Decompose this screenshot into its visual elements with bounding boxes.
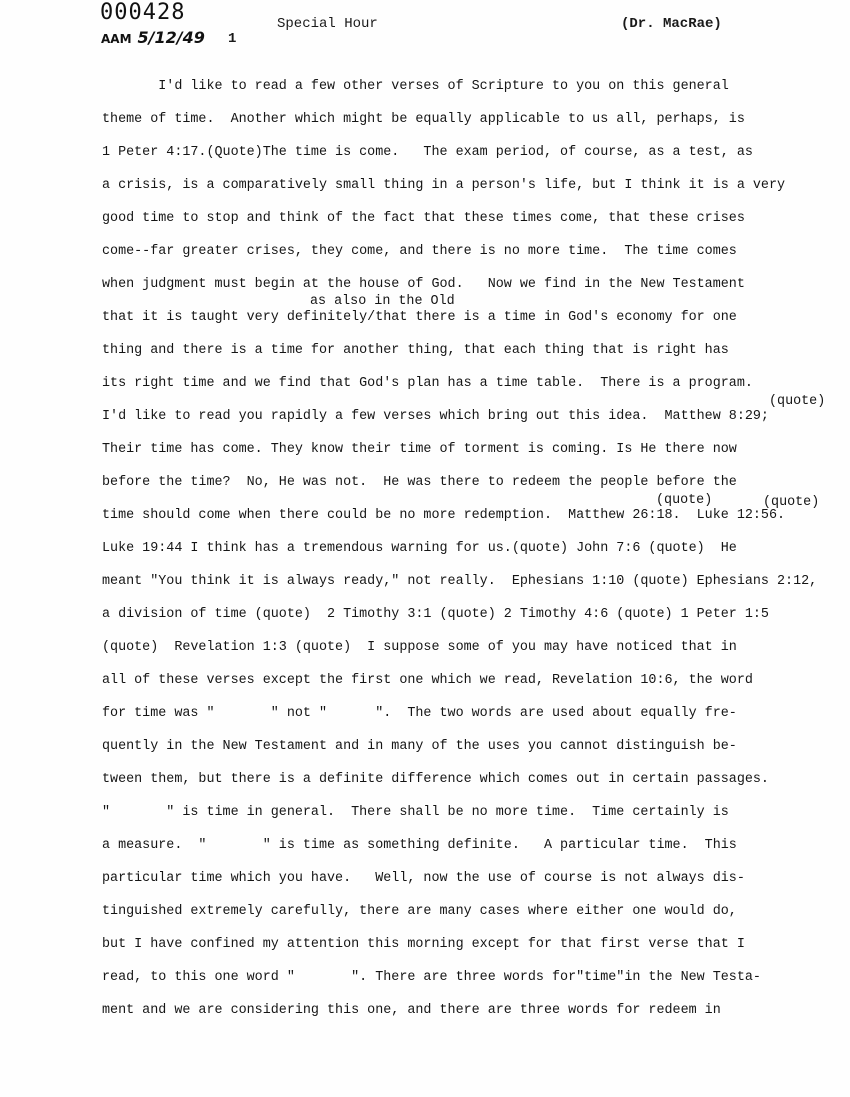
text-line: thing and there is a time for another thing, that each thing that is right has	[102, 343, 729, 358]
transcript-body	[102, 76, 832, 1033]
text-line: but I have confined my attention this morning except for that first verse that I	[102, 937, 745, 952]
text-line: meant "You think it is always ready," not really. Ephesians 1:10 (quote) Ephesians 2:12,	[102, 574, 818, 589]
text-line: tinguished extremely carefully, there are many cases where either one would do,	[102, 904, 737, 919]
interlinear-insert-quote: (quote)	[769, 394, 826, 409]
page-number: 1	[228, 31, 237, 47]
text-line: particular time which you have. Well, now the use of course is not always dis-	[102, 871, 745, 886]
text-line: a measure. " " is time as something definite. A particular time. This	[102, 838, 737, 853]
text-line: before the time? No, He was not. He was there to redeem the people before the	[102, 475, 737, 490]
text-line: its right time and we find that God's plan has a time table. There is a program.	[102, 376, 753, 391]
text-line: I'd like to read a few other verses of Scripture to you on this general	[102, 79, 729, 94]
speaker-name: (Dr. MacRae)	[621, 16, 722, 32]
text-line: good time to stop and think of the fact that these times come, that these crises	[102, 211, 745, 226]
text-line: quently in the New Testament and in many of the uses you cannot distinguish be-	[102, 739, 737, 754]
text-line: Luke 19:44 I think has a tremendous warning for us.(quote) John 7:6 (quote) He	[102, 541, 737, 556]
author-initials: AAM	[101, 32, 132, 46]
interlinear-insert-quote: (quote)	[656, 493, 713, 508]
text-line: " " is time in general. There shall be no more time. Time certainly is	[102, 805, 729, 820]
text-line: ment and we are considering this one, and there are three words for redeem in	[102, 1003, 721, 1018]
text-line: read, to this one word " ". There are three words for"time"in the New Testa-	[102, 970, 761, 985]
text-line: a crisis, is a comparatively small thing in a person's life, but I think it is a very	[102, 178, 786, 193]
text-line: 1 Peter 4:17.(Quote)The time is come. The exam period, of course, as a test, as	[102, 145, 753, 160]
text-line: come--far greater crises, they come, and there is no more time. The time comes	[102, 244, 737, 259]
handwritten-date-stamp	[101, 28, 205, 47]
text-line: that it is taught very definitely/that there is a time in God's economy for one	[102, 310, 737, 325]
interlinear-insert-quote: (quote)	[763, 495, 820, 510]
text-line: for time was " " not " ". The two words are used about equally fre-	[102, 706, 737, 721]
date: 5/12/49	[137, 28, 205, 47]
document-number: 000428	[100, 0, 186, 25]
text-line: time should come when there could be no more redemption. Matthew 26:18. Luke 12:56.	[102, 508, 786, 523]
text-line: theme of time. Another which might be equally applicable to us all, perhaps, is	[102, 112, 745, 127]
interlinear-insert: as also in the Old	[310, 294, 455, 309]
page-title: Special Hour	[277, 16, 378, 32]
text-line: I'd like to read you rapidly a few verses which bring out this idea. Matthew 8:29;	[102, 409, 769, 424]
text-line: all of these verses except the first one which we read, Revelation 10:6, the word	[102, 673, 753, 688]
text-line: a division of time (quote) 2 Timothy 3:1 (quote) 2 Timothy 4:6 (quote) 1 Peter 1:5	[102, 607, 769, 622]
text-line: Their time has come. They know their time of torment is coming. Is He there now	[102, 442, 737, 457]
text-line: when judgment must begin at the house of God. Now we find in the New Testament	[102, 277, 745, 292]
text-line: tween them, but there is a definite difference which comes out in certain passages.	[102, 772, 769, 787]
text-line: (quote) Revelation 1:3 (quote) I suppose some of you may have noticed that in	[102, 640, 737, 655]
